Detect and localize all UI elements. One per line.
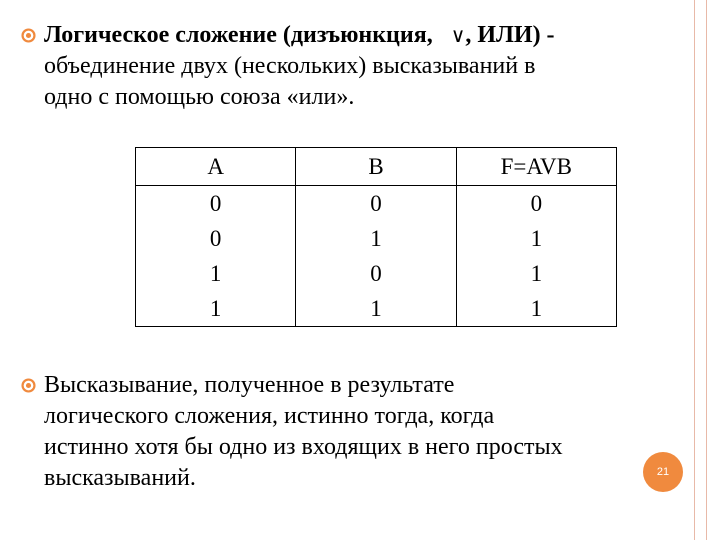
truth-table [135, 147, 617, 327]
table-row [136, 291, 617, 327]
header-f: F=AVB [456, 148, 616, 186]
cell-f: 1 [456, 256, 616, 291]
or-symbol: ∨ [450, 23, 466, 47]
bullet-truth-line1 [20, 370, 660, 401]
cell-b: 0 [296, 256, 456, 291]
header-a: A [136, 148, 296, 186]
table-row [136, 256, 617, 291]
table-row [136, 221, 617, 256]
bullet-disjunction-line1 [20, 20, 660, 51]
cell-f: 0 [456, 186, 616, 222]
cell-a: 1 [136, 291, 296, 327]
truth-condition-line2: логического сложения, истинно тогда, когда [44, 403, 495, 429]
disjunction-title-tail: , ИЛИ) - [465, 22, 555, 48]
disjunction-definition-line2: объединение двух (нескольких) высказываний в [44, 53, 536, 79]
cell-b: 1 [296, 291, 456, 327]
table-row [136, 186, 617, 222]
bullet-disjunction [20, 20, 660, 113]
cell-f: 1 [456, 291, 616, 327]
truth-condition-line4: высказываний. [44, 465, 196, 491]
cell-f: 1 [456, 221, 616, 256]
bullet-truth-condition [20, 370, 660, 494]
page-number-badge: 21 [643, 452, 683, 492]
truth-condition-line3: истинно хотя бы одно из входящих в него простых [44, 434, 563, 460]
cell-b: 1 [296, 221, 456, 256]
header-b: B [296, 148, 456, 186]
cell-a: 1 [136, 256, 296, 291]
frame-line-right-outer [706, 0, 707, 540]
disjunction-title: Логическое сложение (дизъюнкция, [44, 22, 433, 48]
circle-bullet-icon [20, 377, 37, 394]
circle-bullet-icon [20, 27, 37, 44]
disjunction-definition-line3: одно с помощью союза «или». [44, 84, 355, 110]
cell-b: 0 [296, 186, 456, 222]
frame-line-right-inner [694, 0, 695, 540]
table-header-row [136, 148, 617, 186]
cell-a: 0 [136, 186, 296, 222]
cell-a: 0 [136, 221, 296, 256]
truth-condition-line1: Высказывание, полученное в результате [44, 372, 455, 398]
